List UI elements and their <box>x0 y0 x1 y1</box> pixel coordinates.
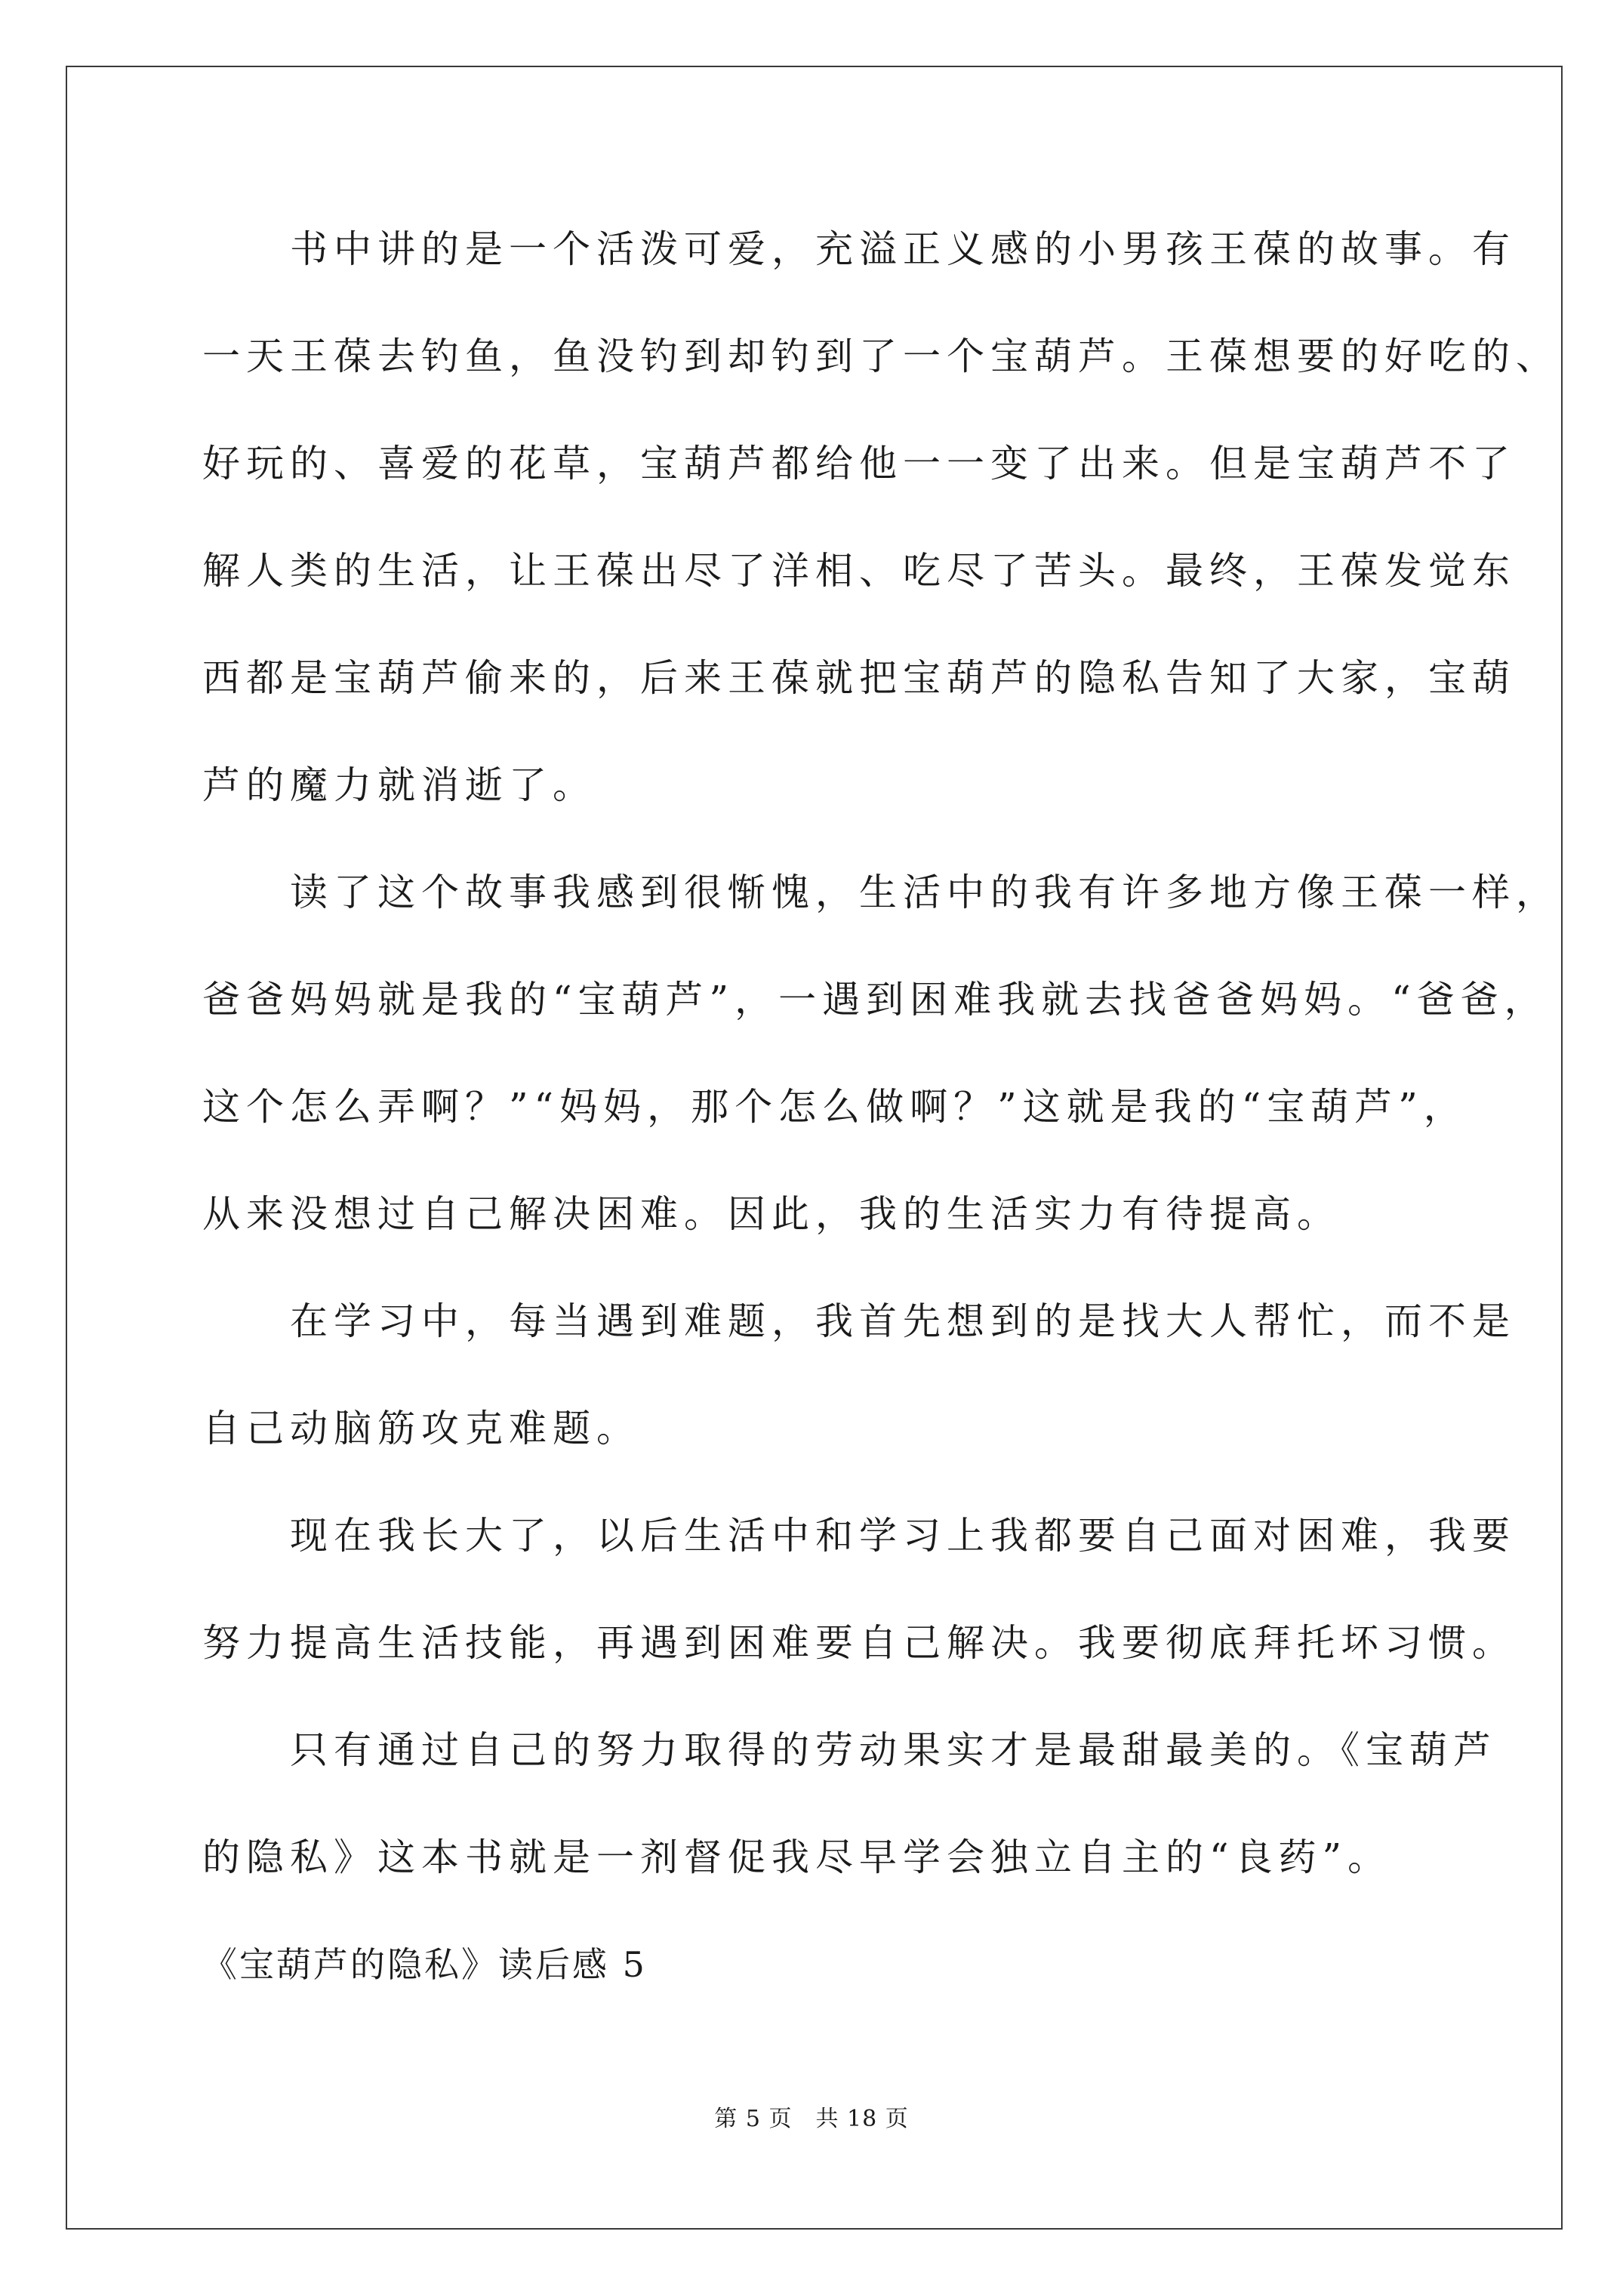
text-line: 芦的魔力就消逝了。 <box>202 763 596 807</box>
section-heading: 《宝葫芦的隐私》读后感 5 <box>202 1944 647 1985</box>
text-line: 爸爸妈妈就是我的“宝葫芦”，一遇到困难我就去找爸爸妈妈。“爸爸， <box>202 978 1548 1022</box>
page-footer <box>0 2104 1623 2134</box>
text-line: 解人类的生活，让王葆出尽了洋相、吃尽了苦头。最终，王葆发觉东 <box>202 549 1516 593</box>
text-line: 好玩的、喜爱的花草，宝葫芦都给他一一变了出来。但是宝葫芦不了 <box>202 442 1516 485</box>
text-line: 的隐私》这本书就是一剂督促我尽早学会独立自主的“良药”。 <box>202 1835 1392 1879</box>
text-line: 一天王葆去钓鱼，鱼没钓到却钓到了一个宝葫芦。王葆想要的好吃的、 <box>202 334 1560 378</box>
text-line: 书中讲的是一个活泼可爱，充溢正义感的小男孩王葆的故事。有 <box>202 227 1516 271</box>
text-line: 自己动脑筋攻克难题。 <box>202 1407 640 1450</box>
page-number: 第 5 页 共 18 页 <box>714 2106 909 2132</box>
text-line: 从来没想过自己解决困难。因此，我的生活实力有待提高。 <box>202 1192 1341 1236</box>
text-line: 西都是宝葫芦偷来的，后来王葆就把宝葫芦的隐私告知了大家，宝葫 <box>202 656 1516 700</box>
page-border <box>66 66 1563 2230</box>
text-line: 只有通过自己的努力取得的劳动果实才是最甜最美的。《宝葫芦 <box>202 1728 1497 1772</box>
text-line: 努力提高生活技能，再遇到困难要自己解决。我要彻底拜托坏习惯。 <box>202 1621 1516 1665</box>
text-line: 现在我长大了，以后生活中和学习上我都要自己面对困难，我要 <box>202 1514 1516 1558</box>
text-line: 这个怎么弄啊？”“妈妈，那个怎么做啊？”这就是我的“宝葫芦”， <box>202 1085 1467 1129</box>
text-line: 读了这个故事我感到很惭愧，生活中的我有许多地方像王葆一样， <box>202 871 1560 914</box>
text-line: 在学习中，每当遇到难题，我首先想到的是找大人帮忙，而不是 <box>202 1299 1516 1343</box>
